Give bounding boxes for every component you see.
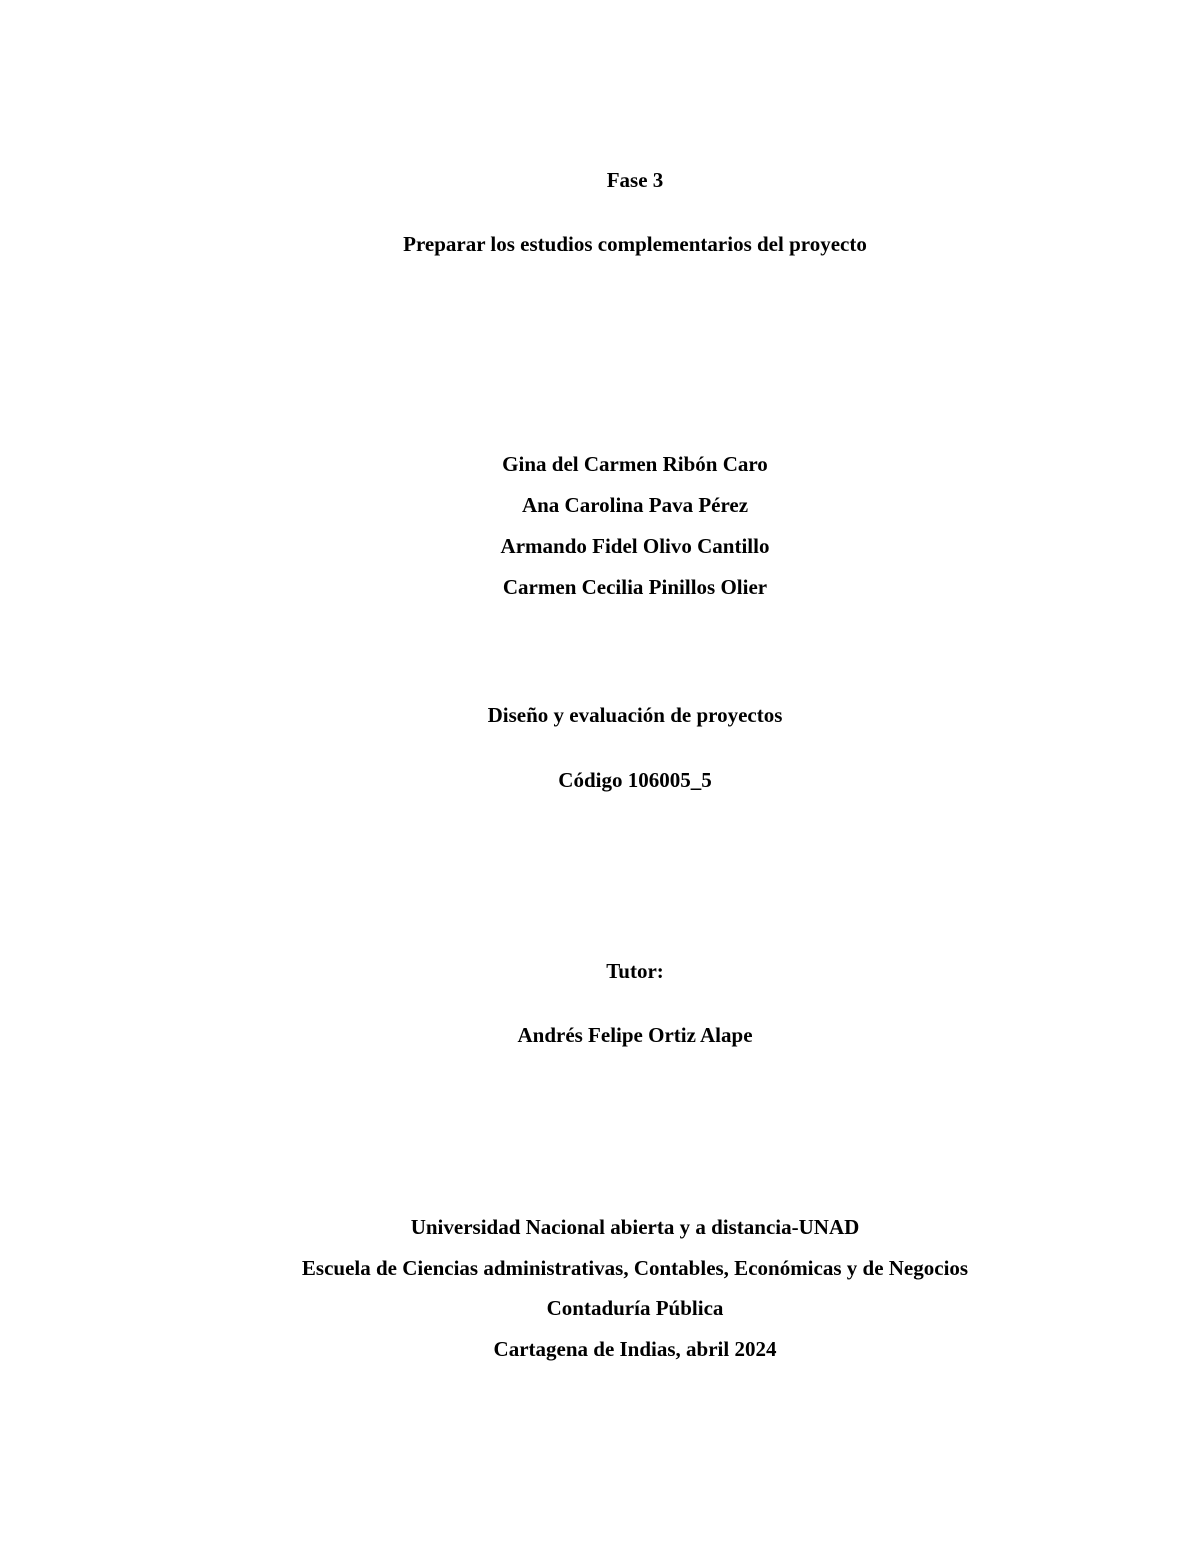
author-name: Carmen Cecilia Pinillos Olier: [502, 575, 768, 599]
place-date: Cartagena de Indias, abril 2024: [493, 1337, 777, 1361]
author-name: Gina del Carmen Ribón Caro: [502, 452, 768, 476]
course-code: Código 106005_5: [558, 768, 712, 792]
tutor-name: Andrés Felipe Ortiz Alape: [517, 1023, 753, 1047]
school-name: Escuela de Ciencias administrativas, Contables, Económicas y de Negocios: [301, 1256, 969, 1280]
course-name: Diseño y evaluación de proyectos: [487, 703, 783, 727]
author-name: Armando Fidel Olivo Cantillo: [500, 534, 770, 558]
program-name: Contaduría Pública: [546, 1296, 724, 1320]
university-name: Universidad Nacional abierta y a distancia-UNAD: [410, 1215, 860, 1239]
author-name: Ana Carolina Pava Pérez: [521, 493, 749, 517]
document-subtitle: Preparar los estudios complementarios del proyecto: [403, 232, 867, 256]
phase-title: Fase 3: [606, 168, 664, 192]
tutor-label: Tutor:: [606, 959, 664, 983]
